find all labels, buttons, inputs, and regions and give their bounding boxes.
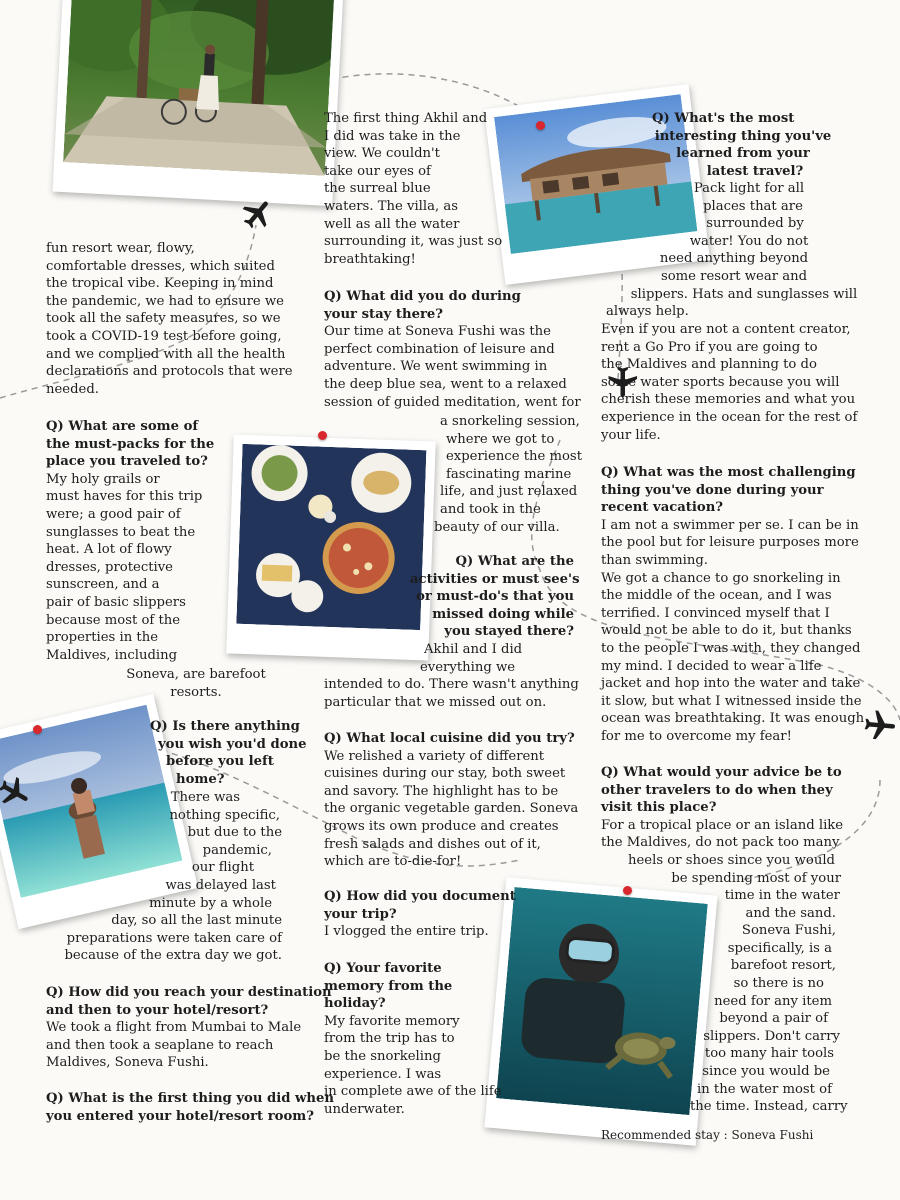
intro-paragraph: fun resort wear, flowy, comfortable dresses, which suited the tropical vibe. Keeping in mind the pandemic, we had to ensure we took all the safety measures, so we took a COVID-19 test before going, and we complied with all the health declarations and protocols that were needed. [46, 241, 293, 397]
question-heading: Q) What's the most [652, 111, 795, 126]
recommended-stay-footer: Recommended stay : Soneva Fushi [601, 1128, 814, 1142]
mustpacks-answer-tail: Soneva, are barefoot resorts. [126, 667, 266, 700]
wish-section: Q) Is there anything you wish you'd done before you left home? [150, 719, 307, 787]
challenging-section: Q) What was the most challenging thing you've done during your recent vacation? I am not a swimmer per se. I can be in the pool but for leisure purposes more than swimming. We got a chance to go snorkeling in the middle of the ocean, and I was terrified. I convinced myself that I would not be able to do it, but thanks to the people I was with, they changed my mind. I decided to wear a life jacket and hop into the water and take it slow, but what I witnessed inside the ocean was breathtaking. It was enough for me to overcome my fear! [601, 465, 865, 744]
push-pin-icon [33, 725, 42, 734]
push-pin-icon [536, 121, 545, 130]
cuisine-section: Q) What local cuisine did you try? We relished a variety of different cuisines during our stay, both sweet and savory. The highlight has to be the organic vegetable garden. Soneva grows its own produce and creates fresh salads and dishes out of it, which are to-die-for! [324, 731, 579, 870]
document-section: Q) How did you document your trip? I vlogged the entire trip. [324, 889, 516, 940]
learned-answer: Pack light for all places that are surrounded by water! You do not need anything beyond some resort wear and slippers. Hats and sunglasses will always help. [606, 181, 858, 320]
question-heading: Q) What is the first thing you did when [46, 1091, 334, 1106]
wish-answer: There was nothing specific, but due to the pandemic, our flight was delayed last minute by a whole day, so all the last minute preparations were taken care of because of the extra day we got. [64, 790, 282, 964]
advice-answer-cont: heels or shoes since you would be spending most of your [628, 853, 841, 886]
activities-section: Q) What are the activities or must see's or must-do's that you missed doing while you stayed there? [410, 554, 580, 640]
question-heading: Q) Is there anything [150, 719, 300, 734]
first-thing-section: Q) What is the first thing you did when you entered your hotel/resort room? [46, 1091, 334, 1124]
question-heading: Q) What would your advice be to [601, 765, 842, 780]
favorite-section: Q) Your favorite memory from the holiday? My favorite memory from the trip has to be the snorkeling experience. I was in complete awe of the life underwater. [324, 961, 502, 1117]
push-pin-icon [623, 886, 632, 895]
question-heading: Q) What was the most challenging [601, 465, 856, 480]
question-heading: Q) How did you reach your destination [46, 985, 332, 1000]
question-heading: Q) What are some of [46, 419, 199, 434]
activities-answer: Akhil and I did everything we intended to do. There wasn't anything particular that we missed out on. [324, 642, 579, 710]
stay-answer-tail: a snorkeling session, where we got to experience the most fascinating marine life, and just relaxed and took in the beauty of our villa. [434, 414, 582, 535]
question-heading: Q) Your favorite [324, 961, 442, 976]
advice-section: Q) What would your advice be to other travelers to do when they visit this place? For a tropical place or an island like the Maldives, do not pack too many [601, 765, 844, 851]
learned-section: Q) What's the most interesting thing you've learned from your latest travel? [652, 110, 834, 180]
question-heading: Q) What did you do during [324, 289, 521, 304]
photo-jungle-bicycle [53, 0, 344, 206]
mustpacks-section: Q) What are some of the must-packs for the place you traveled to? My holy grails or must haves for this trip were; a good pair of sunglasses to beat the heat. A lot of flowy dresses, protective sunscreen, and a pair of basic slippers because most of the properties in the Maldives, including [46, 419, 215, 663]
airplane-icon [860, 706, 899, 745]
push-pin-icon [318, 431, 327, 440]
advice-answer-tail: time in the water and the sand. Soneva Fushi, specifically, is a barefoot resort, so there is no need for any item beyond a pair of slippers. Don't carry too many hair tools since you would be in the water most of the time. Instead, carry [690, 888, 848, 1115]
learned-answer-more: Even if you are not a content creator, rent a Go Pro if you are going to the Maldives and planning to do some water sports because you will cherish these memories and what you experience in the ocean for the rest of your life. [601, 322, 858, 443]
first-thing-answer: The first thing Akhil and I did was take in the view. We couldn't take our eyes of the surreal blue waters. The villa, as well as all the water surrounding it, was just so breathtaking! [324, 111, 503, 267]
stay-section: Q) What did you do during your stay there? Our time at Soneva Fushi was the perfect combination of leisure and adventure. We went swimming in the deep blue sea, went to a relaxed session of guided meditation, went for [324, 289, 581, 410]
photo-food-table [226, 435, 436, 661]
photo-scuba-turtle [484, 877, 717, 1146]
question-heading: Q) How did you document [324, 889, 516, 904]
question-heading: Q) What are the [455, 554, 574, 569]
question-heading: Q) What local cuisine did you try? [324, 731, 575, 746]
reach-section: Q) How did you reach your destination and then to your hotel/resort? We took a flight from Mumbai to Male and then took a seaplane to reach Maldives, Soneva Fushi. [46, 985, 332, 1071]
